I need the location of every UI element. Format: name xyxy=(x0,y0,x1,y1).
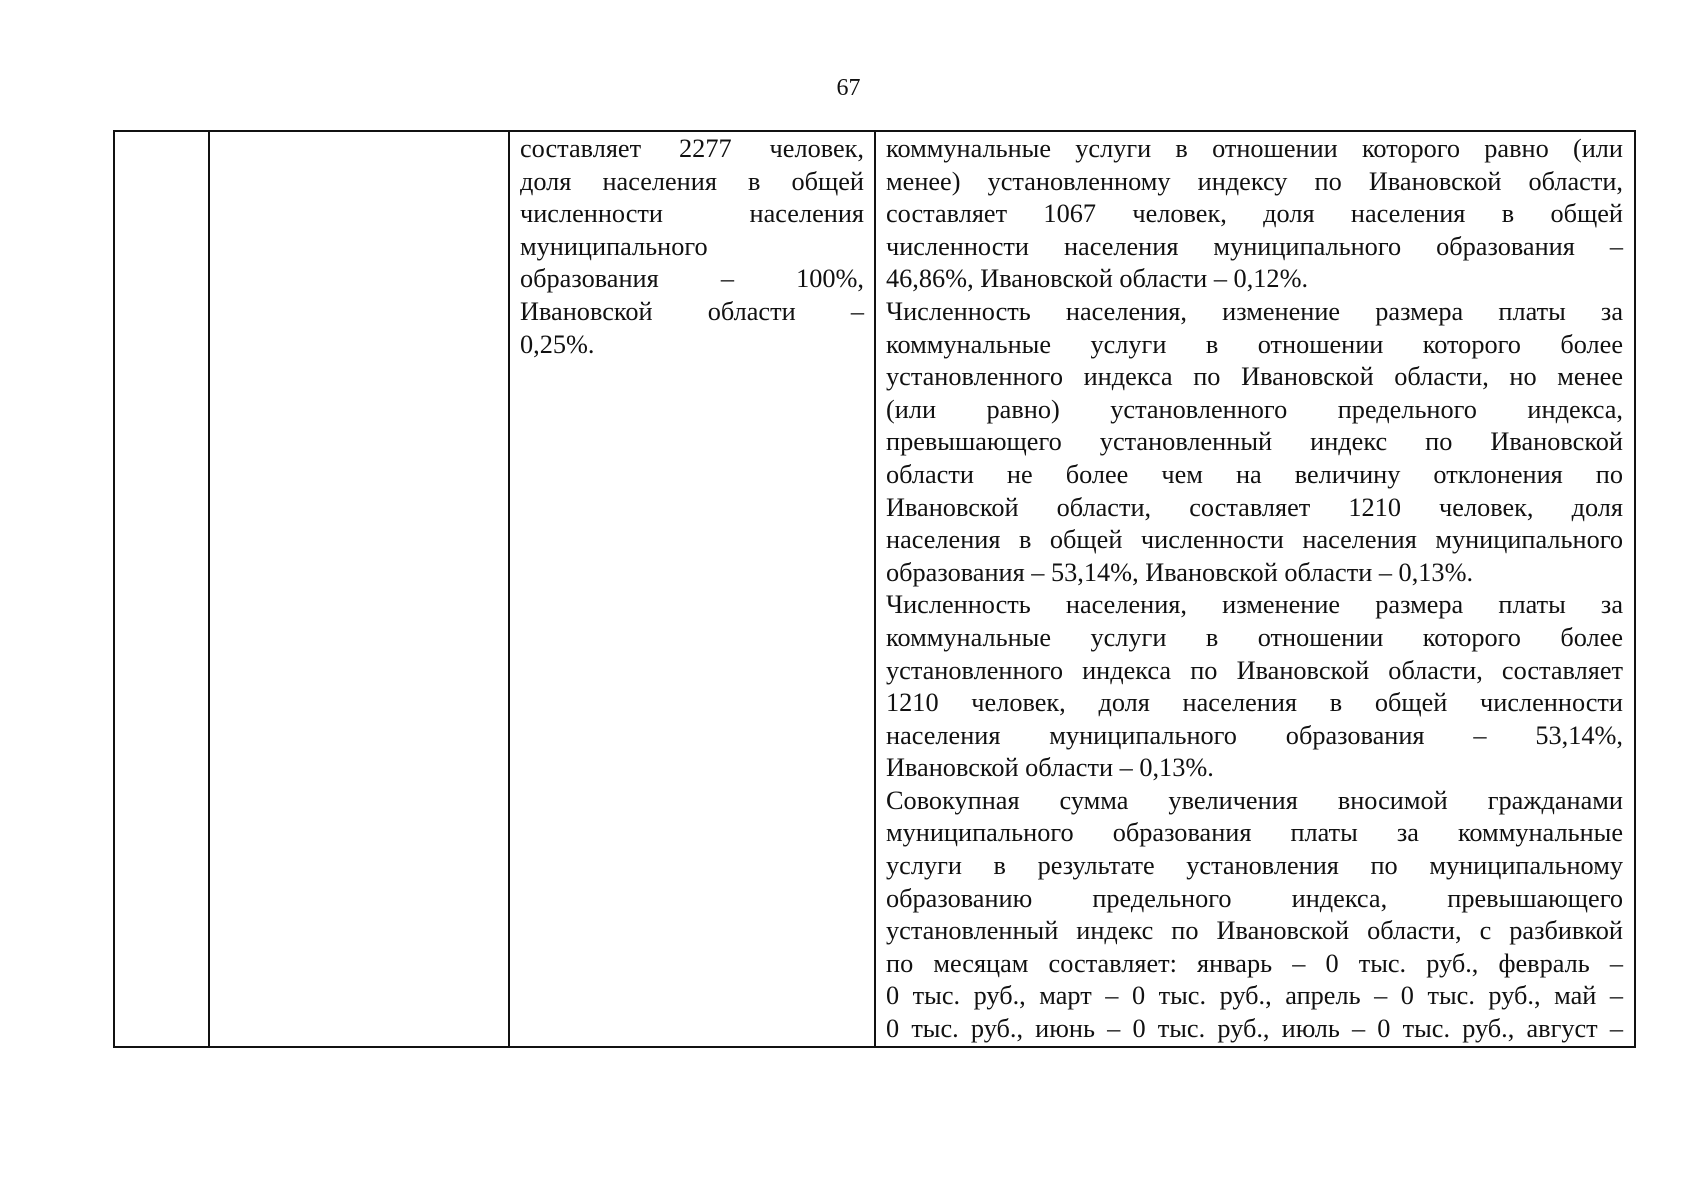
paragraph xyxy=(886,133,1623,296)
text-line: численности населения муниципального образования – xyxy=(886,231,1623,261)
cell-municipality-text xyxy=(210,132,508,133)
table-row xyxy=(114,131,1635,1047)
details-text xyxy=(876,132,1634,1046)
text-line: установленного индекса по Ивановской области, составляет xyxy=(886,655,1623,685)
text-line: 0 тыс. руб., март – 0 тыс. руб., апрель – 0 тыс. руб., май – xyxy=(886,981,1623,1011)
text-line: Численность населения, изменение размера платы за xyxy=(886,296,1623,326)
text-line: составляет 1067 человек, доля населения в общей xyxy=(886,199,1623,229)
table-cell-number xyxy=(114,131,209,1047)
text-line: превышающего установленный индекс по Ивановской xyxy=(886,427,1623,457)
text-line: менее) установленному индексу по Ивановской области, xyxy=(886,166,1623,196)
text-line: коммунальные услуги в отношении которого равно (или xyxy=(886,134,1623,163)
text-line: населения в общей численности населения муниципального xyxy=(886,525,1623,555)
population-summary-text xyxy=(510,132,874,361)
text-line: по месяцам составляет: январь – 0 тыс. руб., февраль – xyxy=(886,948,1623,978)
paragraph xyxy=(886,785,1623,1046)
text-line: образованию предельного индекса, превышающего xyxy=(886,883,1623,913)
text-line: Численность населения, изменение размера платы за xyxy=(886,590,1623,620)
text-line: (или равно) установленного предельного индекса, xyxy=(886,394,1623,424)
table-cell-municipality xyxy=(209,131,509,1047)
text-line: составляет 2277 человек, xyxy=(520,134,864,163)
text-line: численности населения xyxy=(520,199,864,229)
table-cell-population-summary xyxy=(509,131,875,1047)
text-line: установленного индекса по Ивановской области, но менее xyxy=(886,362,1623,392)
page-number: 67 xyxy=(836,75,861,101)
text-line: коммунальные услуги в отношении которого более xyxy=(886,329,1623,359)
paragraph xyxy=(886,296,1623,589)
text-line: области не более чем на величину отклонения по xyxy=(886,459,1623,489)
document-table xyxy=(113,130,1636,1048)
text-line: 1210 человек, доля населения в общей численности xyxy=(886,688,1623,718)
text-line: образования – 100%, xyxy=(520,264,864,294)
text-line: муниципального образования платы за коммунальные xyxy=(886,818,1623,848)
text-line: Совокупная сумма увеличения вносимой гражданами xyxy=(886,785,1623,815)
text-line: коммунальные услуги в отношении которого более xyxy=(886,622,1623,652)
cell-number-text xyxy=(115,132,208,133)
text-line: муниципального xyxy=(520,231,708,261)
text-line: образования – 53,14%, Ивановской области – 0,13%. xyxy=(886,557,1474,587)
table-cell-details xyxy=(875,131,1635,1047)
text-line: Ивановской области – xyxy=(520,296,864,326)
text-line: 0,25%. xyxy=(520,329,595,359)
text-line: Ивановской области – 0,13%. xyxy=(886,753,1214,783)
paragraph xyxy=(886,589,1623,785)
text-line: 46,86%, Ивановской области – 0,12%. xyxy=(886,264,1309,294)
text-line: 0 тыс. руб., июнь – 0 тыс. руб., июль – 0 тыс. руб., август – xyxy=(886,1014,1623,1044)
text-line: Ивановской области, составляет 1210 человек, доля xyxy=(886,492,1623,522)
text-line: доля населения в общей xyxy=(520,166,864,196)
text-line: услуги в результате установления по муниципальному xyxy=(886,851,1623,881)
text-line: установленный индекс по Ивановской области, с разбивкой xyxy=(886,916,1623,946)
text-line: населения муниципального образования – 53,14%, xyxy=(886,720,1623,750)
